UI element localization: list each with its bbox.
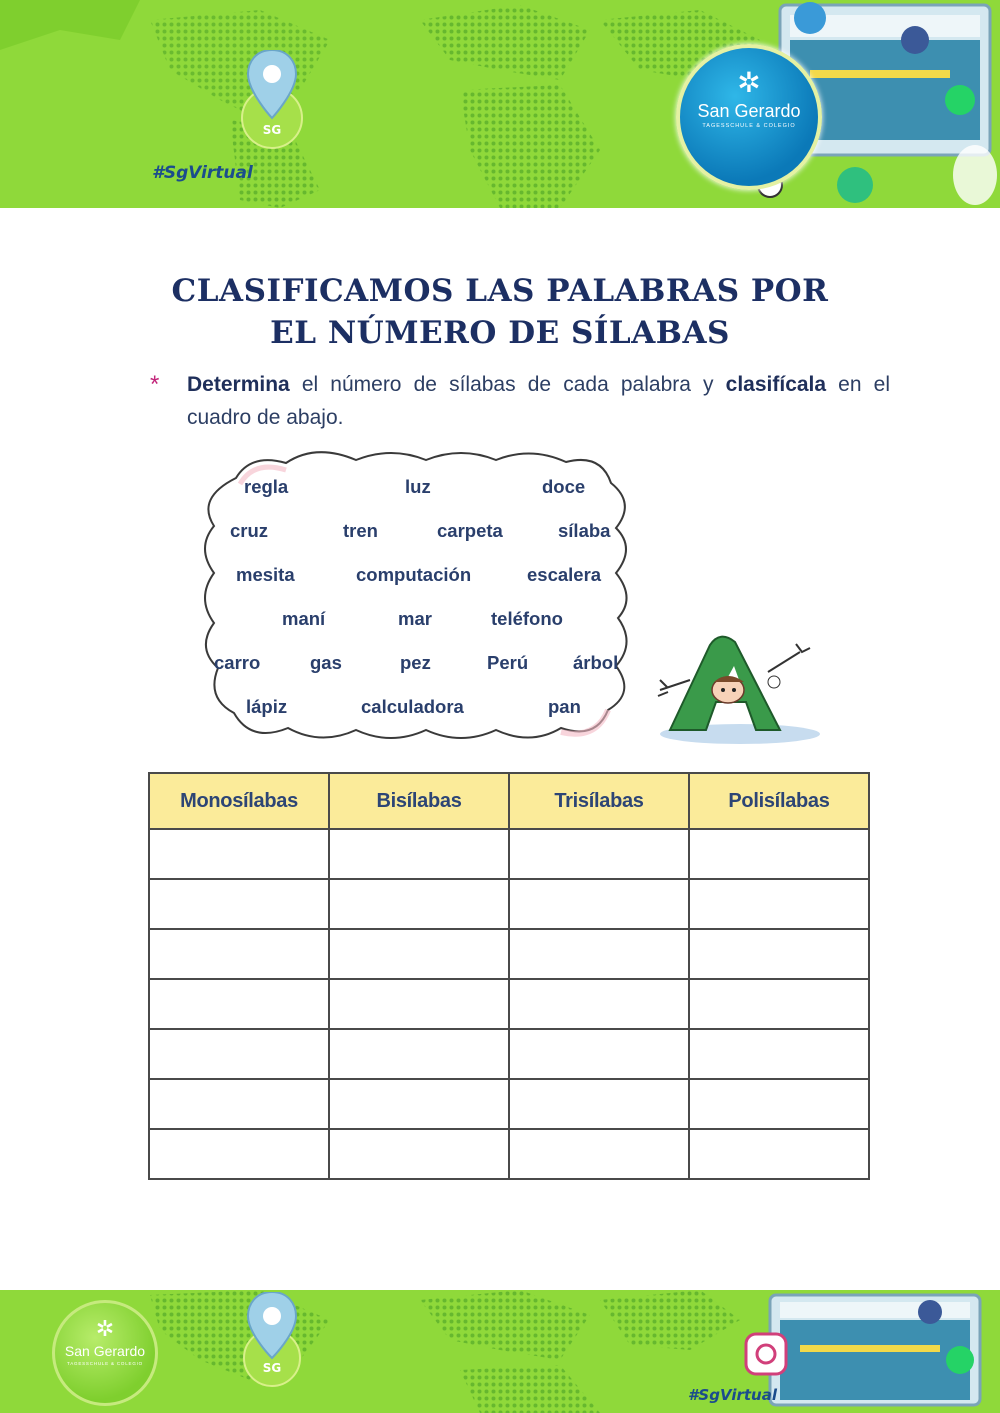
monosilabas-input[interactable] bbox=[150, 1130, 328, 1178]
trisilabas-input[interactable] bbox=[510, 830, 688, 878]
monosilabas-input[interactable] bbox=[150, 1030, 328, 1078]
answer-cell bbox=[149, 1079, 329, 1129]
polisilabas-input[interactable] bbox=[690, 1080, 868, 1128]
answer-cell bbox=[149, 1029, 329, 1079]
bisilabas-input[interactable] bbox=[330, 1130, 508, 1178]
twitter-icon bbox=[794, 2, 826, 34]
svg-text:SG: SG bbox=[262, 1361, 282, 1375]
table-row bbox=[149, 1029, 869, 1079]
monosilabas-input[interactable] bbox=[150, 980, 328, 1028]
laptop-collage bbox=[740, 1290, 1000, 1413]
answer-cell bbox=[689, 929, 869, 979]
whatsapp-icon bbox=[946, 1346, 974, 1374]
bisilabas-input[interactable] bbox=[330, 1080, 508, 1128]
instruction-verb-determina: Determina bbox=[187, 373, 290, 396]
word-item[interactable]: maní bbox=[282, 608, 326, 629]
instruction-verb-clasificala: clasifícala bbox=[725, 373, 827, 396]
answer-cell bbox=[509, 929, 689, 979]
classification-table bbox=[148, 772, 870, 1180]
monosilabas-input[interactable] bbox=[150, 1080, 328, 1128]
title-line-2: EL NÚMERO DE SÍLABAS bbox=[270, 315, 730, 351]
bisilabas-input[interactable] bbox=[330, 880, 508, 928]
word-item[interactable]: teléfono bbox=[491, 608, 563, 629]
word-item[interactable]: mar bbox=[398, 608, 432, 629]
answer-cell bbox=[509, 829, 689, 879]
trisilabas-input[interactable] bbox=[510, 1130, 688, 1178]
bisilabas-input[interactable] bbox=[330, 1030, 508, 1078]
instruction-text-end: en el cuadro de abajo. bbox=[187, 373, 890, 429]
polisilabas-input[interactable] bbox=[690, 980, 868, 1028]
facebook-icon bbox=[918, 1300, 942, 1324]
header-bisilabas: Bisílabas bbox=[329, 773, 509, 829]
polisilabas-input[interactable] bbox=[690, 880, 868, 928]
location-pin-icon bbox=[236, 1292, 316, 1392]
word-item[interactable]: pan bbox=[548, 696, 581, 717]
answer-cell bbox=[689, 1079, 869, 1129]
word-item[interactable]: carpeta bbox=[437, 520, 503, 541]
facebook-icon bbox=[901, 26, 929, 54]
answer-cell bbox=[509, 979, 689, 1029]
footer-banner bbox=[0, 1290, 1000, 1413]
monosilabas-input[interactable] bbox=[150, 880, 328, 928]
table-body bbox=[149, 829, 869, 1179]
answer-cell bbox=[689, 979, 869, 1029]
word-item[interactable]: lápiz bbox=[246, 696, 288, 717]
word-item[interactable]: doce bbox=[542, 476, 586, 497]
logo-subtitle: TAGESSCHULE & COLEGIO bbox=[702, 123, 796, 129]
answer-cell bbox=[149, 829, 329, 879]
answer-cell bbox=[509, 879, 689, 929]
polisilabas-input[interactable] bbox=[690, 830, 868, 878]
answer-cell bbox=[689, 1129, 869, 1179]
trisilabas-input[interactable] bbox=[510, 1030, 688, 1078]
answer-cell bbox=[689, 829, 869, 879]
word-item[interactable]: cruz bbox=[230, 520, 269, 541]
music-icon bbox=[837, 167, 873, 203]
header-polisilabas: Polisílabas bbox=[689, 773, 869, 829]
whatsapp-icon bbox=[945, 85, 975, 115]
san-gerardo-logo bbox=[676, 44, 822, 190]
table-row bbox=[149, 829, 869, 879]
word-item[interactable]: carro bbox=[214, 652, 261, 673]
polisilabas-input[interactable] bbox=[690, 1030, 868, 1078]
table-row bbox=[149, 929, 869, 979]
answer-cell bbox=[329, 1129, 509, 1179]
word-item[interactable]: escalera bbox=[527, 564, 602, 585]
answer-cell bbox=[149, 879, 329, 929]
instruction-text-mid: el número de sílabas de cada palabra y bbox=[289, 373, 726, 396]
word-item[interactable]: mesita bbox=[236, 564, 295, 585]
answer-cell bbox=[329, 1029, 509, 1079]
bisilabas-input[interactable] bbox=[330, 930, 508, 978]
answer-cell bbox=[329, 829, 509, 879]
answer-cell bbox=[329, 929, 509, 979]
answer-cell bbox=[329, 979, 509, 1029]
logo-name: San Gerardo bbox=[697, 101, 801, 121]
answer-cell bbox=[329, 879, 509, 929]
instruction-paragraph bbox=[150, 368, 890, 434]
letter-a-character-illustration bbox=[650, 630, 820, 750]
word-item[interactable]: Perú bbox=[487, 652, 529, 673]
answer-cell bbox=[329, 1079, 509, 1129]
word-item[interactable]: regla bbox=[244, 476, 289, 497]
trisilabas-input[interactable] bbox=[510, 980, 688, 1028]
trisilabas-input[interactable] bbox=[510, 1080, 688, 1128]
monosilabas-input[interactable] bbox=[150, 930, 328, 978]
word-item[interactable]: gas bbox=[310, 652, 342, 673]
answer-cell bbox=[509, 1029, 689, 1079]
table-row bbox=[149, 1079, 869, 1129]
word-item[interactable]: sílaba bbox=[558, 520, 611, 541]
trisilabas-input[interactable] bbox=[510, 930, 688, 978]
page-title bbox=[0, 270, 1000, 354]
header-trisilabas: Trisílabas bbox=[509, 773, 689, 829]
answer-cell bbox=[149, 929, 329, 979]
polisilabas-input[interactable] bbox=[690, 930, 868, 978]
logo-symbol-icon: ✲ bbox=[737, 66, 761, 99]
logo-symbol-icon: ✲ bbox=[95, 1317, 115, 1342]
word-item[interactable]: tren bbox=[343, 520, 378, 541]
word-item[interactable]: pez bbox=[400, 652, 431, 673]
location-pin-icon bbox=[236, 50, 316, 160]
bullet-asterisk: * bbox=[150, 371, 160, 398]
monosilabas-input[interactable] bbox=[150, 830, 328, 878]
answer-cell bbox=[149, 1129, 329, 1179]
answer-cell bbox=[509, 1079, 689, 1129]
polisilabas-input[interactable] bbox=[690, 1130, 868, 1178]
answer-cell bbox=[509, 1129, 689, 1179]
logo-name: San Gerardo bbox=[64, 1343, 146, 1359]
answer-cell bbox=[689, 1029, 869, 1079]
word-item[interactable]: árbol bbox=[573, 652, 619, 673]
table-header-row bbox=[149, 773, 869, 829]
word-item[interactable]: computación bbox=[356, 564, 472, 585]
trisilabas-input[interactable] bbox=[510, 880, 688, 928]
bisilabas-input[interactable] bbox=[330, 980, 508, 1028]
header-banner bbox=[0, 0, 1000, 208]
svg-text:SG: SG bbox=[262, 123, 282, 137]
hashtag-text: #SgVirtual bbox=[152, 163, 253, 183]
hashtag-text: #SgVirtual bbox=[688, 1386, 777, 1404]
table-row bbox=[149, 1129, 869, 1179]
san-gerardo-logo-footer bbox=[52, 1300, 158, 1406]
table-row bbox=[149, 879, 869, 929]
answer-cell bbox=[149, 979, 329, 1029]
header-monosilabas: Monosílabas bbox=[149, 773, 329, 829]
instagram-icon bbox=[746, 1334, 786, 1374]
word-item[interactable]: luz bbox=[405, 476, 431, 497]
word-item[interactable]: calculadora bbox=[361, 696, 464, 717]
bisilabas-input[interactable] bbox=[330, 830, 508, 878]
title-line-1: CLASIFICAMOS LAS PALABRAS POR bbox=[171, 273, 829, 309]
table-row bbox=[149, 979, 869, 1029]
answer-cell bbox=[689, 879, 869, 929]
logo-subtitle: TAGESSCHULE & COLEGIO bbox=[67, 1361, 143, 1366]
